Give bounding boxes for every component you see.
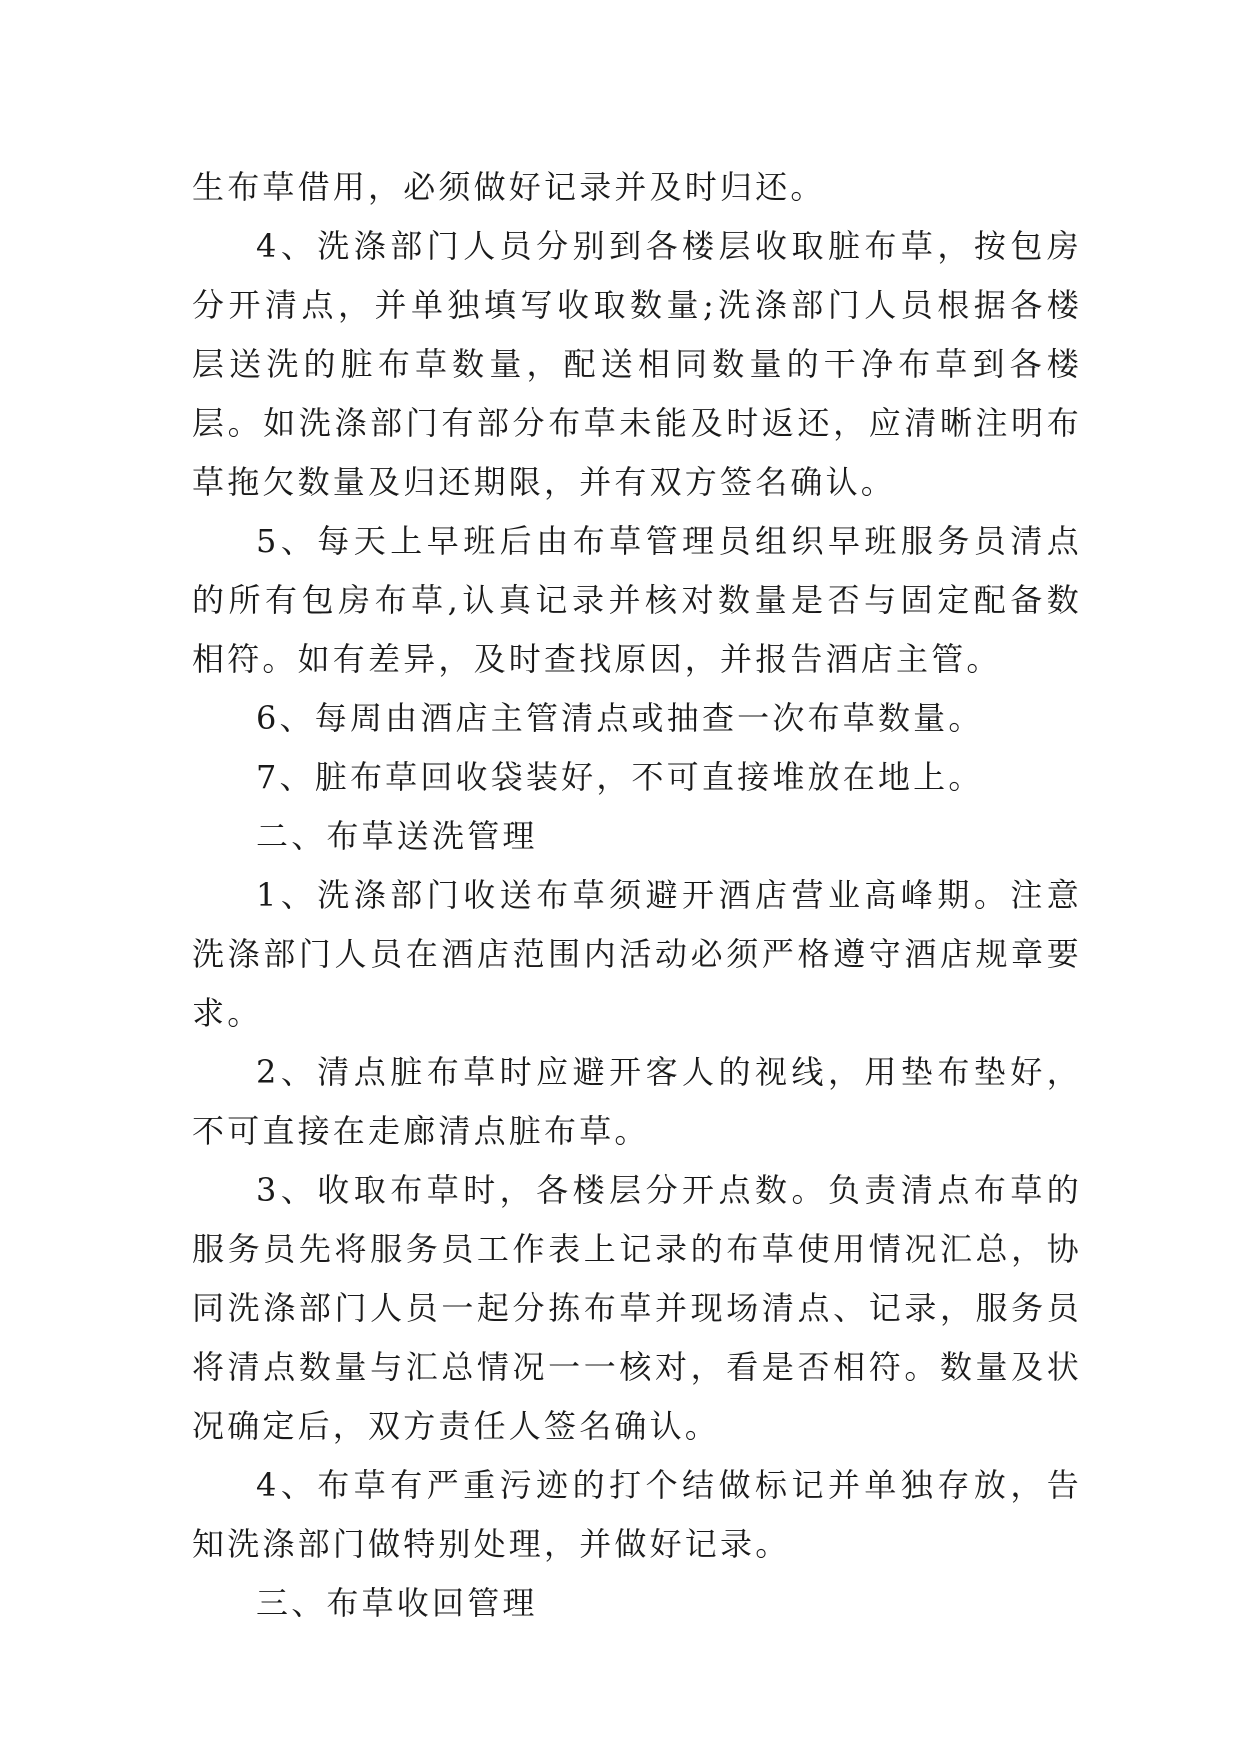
paragraph-continuation: 生布草借用，必须做好记录并及时归还。 xyxy=(192,168,826,206)
paragraph-laundry-item-2: 2、清点脏布草时应避开客人的视线，用垫布垫好，不可直接在走廊清点脏布草。 xyxy=(192,1053,1082,1150)
section-heading-recovery: 三、布草收回管理 xyxy=(256,1584,538,1622)
paragraph-laundry-item-1: 1、洗涤部门收送布草须避开酒店营业高峰期。注意洗涤部门人员在酒店范围内活动必须严格遵守酒店规章要求。 xyxy=(192,876,1082,1032)
section-heading-laundry: 二、布草送洗管理 xyxy=(256,817,538,855)
paragraph-laundry-item-3: 3、收取布草时，各楼层分开点数。负责清点布草的服务员先将服务员工作表上记录的布草使用情况汇总，协同洗涤部门人员一起分拣布草并现场清点、记录，服务员将清点数量与汇总情况一一核对，看是否相符。数量及状况确定后，双方责任人签名确认。 xyxy=(192,1171,1082,1445)
paragraph-item-7-dirty-bags: 7、脏布草回收袋装好，不可直接堆放在地上。 xyxy=(256,758,984,796)
paragraph-item-6-weekly-check: 6、每周由酒店主管清点或抽查一次布草数量。 xyxy=(256,699,984,737)
paragraph-item-5-daily-check: 5、每天上早班后由布草管理员组织早班服务员清点的所有包房布草,认真记录并核对数量是否与固定配备数相符。如有差异，及时查找原因，并报告酒店主管。 xyxy=(192,522,1082,678)
document-body xyxy=(192,158,1082,1633)
paragraph-laundry-item-4: 4、布草有严重污迹的打个结做标记并单独存放，告知洗涤部门做特别处理，并做好记录。 xyxy=(192,1466,1082,1563)
paragraph-item-4-collection: 4、洗涤部门人员分别到各楼层收取脏布草，按包房分开清点，并单独填写收取数量;洗涤部门人员根据各楼层送洗的脏布草数量，配送相同数量的干净布草到各楼层。如洗涤部门有部分布草未能及时返还，应清晰注明布草拖欠数量及归还期限，并有双方签名确认。 xyxy=(192,227,1082,501)
